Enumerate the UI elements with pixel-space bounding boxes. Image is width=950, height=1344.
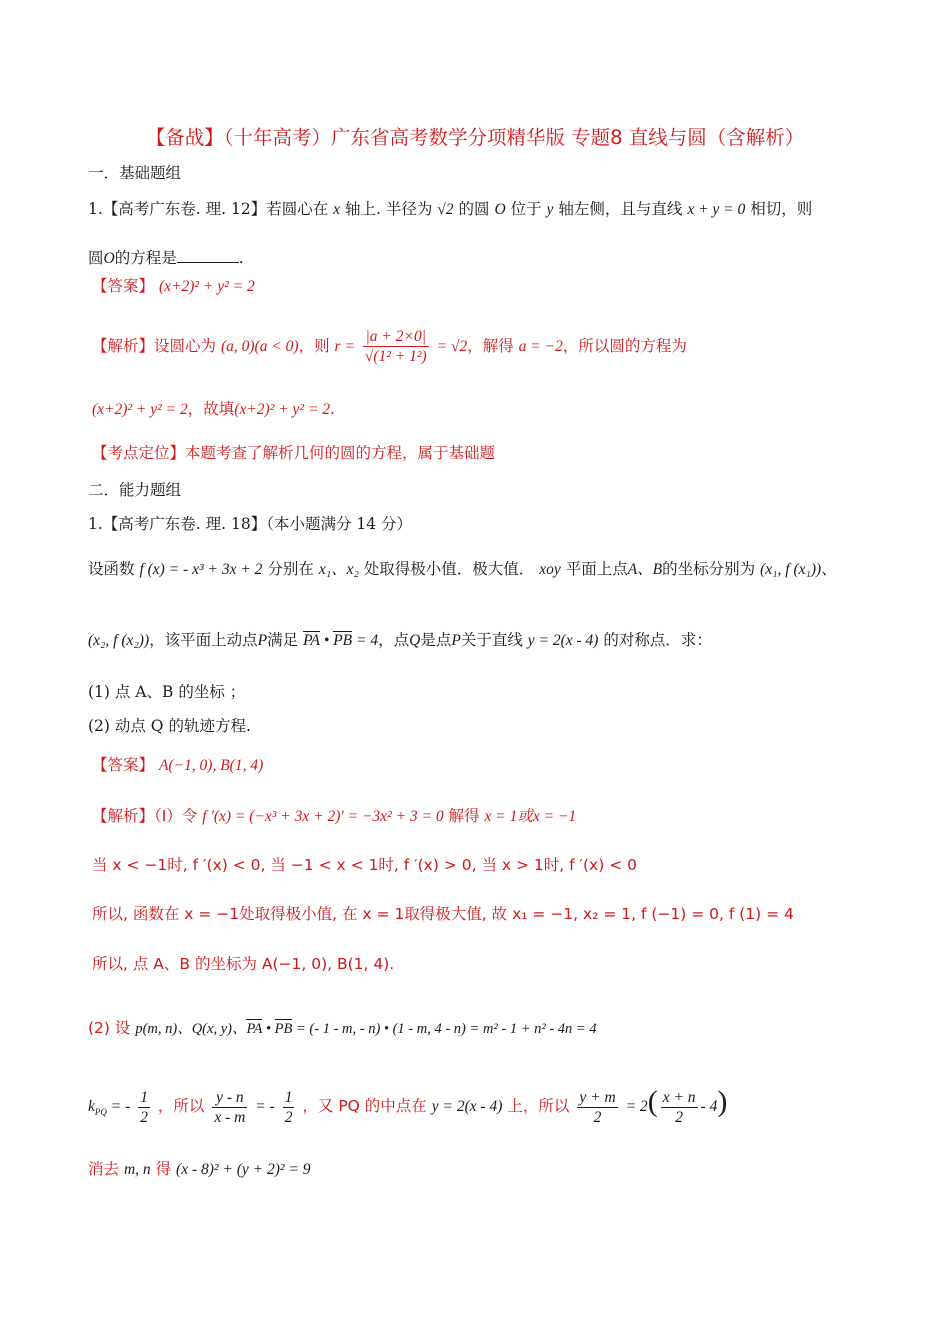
q1-line2: 圆O的方程是 .: [88, 246, 244, 269]
vector-expression: PA • PB = 4: [303, 632, 379, 649]
q1-analysis-line2: (x+2)² + y² = 2，故填(x+2)² + y² = 2.: [92, 400, 335, 418]
q2-part1: (1) 点 A、B 的坐标 ；: [88, 683, 246, 701]
q2-analysis-line4: 所以, 点 A、B 的坐标为 A(−1, 0), B(1, 4).: [92, 955, 395, 973]
answer-blank: [177, 246, 239, 263]
radius-fraction: $\frac{|a + 2\times 0|}{\text{√(1² + 1²)}}$: [364, 328, 427, 365]
q2-line1: 设函数 f (x) = - x³ + 3x + 2 分别在 x₁、x₂ 处取得极小值．极大值． xoy 平面上点A、B的坐标分别为 (x₁, f (x₁))、: [88, 560, 837, 578]
q2-analysis-line2: 当 x < −1时, f ′(x) < 0, 当 −1 < x < 1时, f ′(x) > 0, 当 x > 1时, f ′(x) < 0: [92, 856, 637, 874]
q2-part2: (2) 动点 Q 的轨迹方程.: [88, 717, 251, 735]
q1-line1: 1.【高考广东卷. 理. 12】若圆心在 x 轴上. 半径为 √2 的圆 O 位于 y 轴左侧，且与直线 x + y = 0 相切，则: [88, 200, 813, 218]
q2-line2: (x₂, f (x₂))，该平面上动点P满足 PA • PB = 4，点Q是点P关于直线 y = 2(x - 4) 的对称点．求：: [88, 631, 712, 649]
q1-kaodian: 【考点定位】本题考查了解析几何的圆的方程，属于基础题: [92, 444, 496, 462]
q1-analysis: 【解析】设圆心为 (a, 0)(a < 0)，则 r = $\frac{|a + 2\times 0|}{\text{√(1² + 1²)}}$ = √2，解得 a = −2，所以圆的方程为: [92, 328, 687, 365]
q2-analysis-line3: 所以, 函数在 x = −1处取得极小值, 在 x = 1取得极大值, 故 x₁ = −1, x₂ = 1, f (−1) = 0, f (1) = 4: [92, 905, 794, 923]
section-heading-basic: 一．基础题组: [88, 164, 182, 182]
q2-part2-setup: (2) 设 p(m, n)、Q(x, y)、PA • PB = (- 1 - m, - n) • (1 - m, 4 - n) = m² - 1 + n² - 4n = 4: [88, 1019, 597, 1037]
q2-final: 消去 m, n 得 (x - 8)² + (y + 2)² = 9: [88, 1160, 311, 1178]
section-heading-ability: 二．能力题组: [88, 481, 182, 499]
document-title: 【备战】（十年高考）广东省高考数学分项精华版 专题8 直线与圆（含解析）: [145, 126, 805, 149]
q2-slope-line: $k_{PQ}$ = - $\frac{1}{2}$ ，所以 $\frac{y - n}{x - m}$ = - $\frac{1}{2}$ ，又 PQ 的中点在 y = 2(x - 4) 上，所以 $\frac{y + m}{2}$ = 2( $\frac{x + n}{2}$ - 4): [88, 1085, 728, 1126]
q2-analysis-line1: 【解析】（Ⅰ）令 f ′(x) = (−x³ + 3x + 2)′ = −3x² + 3 = 0 解得 x = 1或x = −1: [92, 807, 577, 825]
q1-answer: 【答案】 (x+2)² + y² = 2: [92, 277, 255, 295]
q2-label: 1.【高考广东卷. 理. 18】（本小题满分 14 分）: [88, 515, 413, 533]
q2-answer: 【答案】 A(−1, 0), B(1, 4): [92, 756, 264, 774]
